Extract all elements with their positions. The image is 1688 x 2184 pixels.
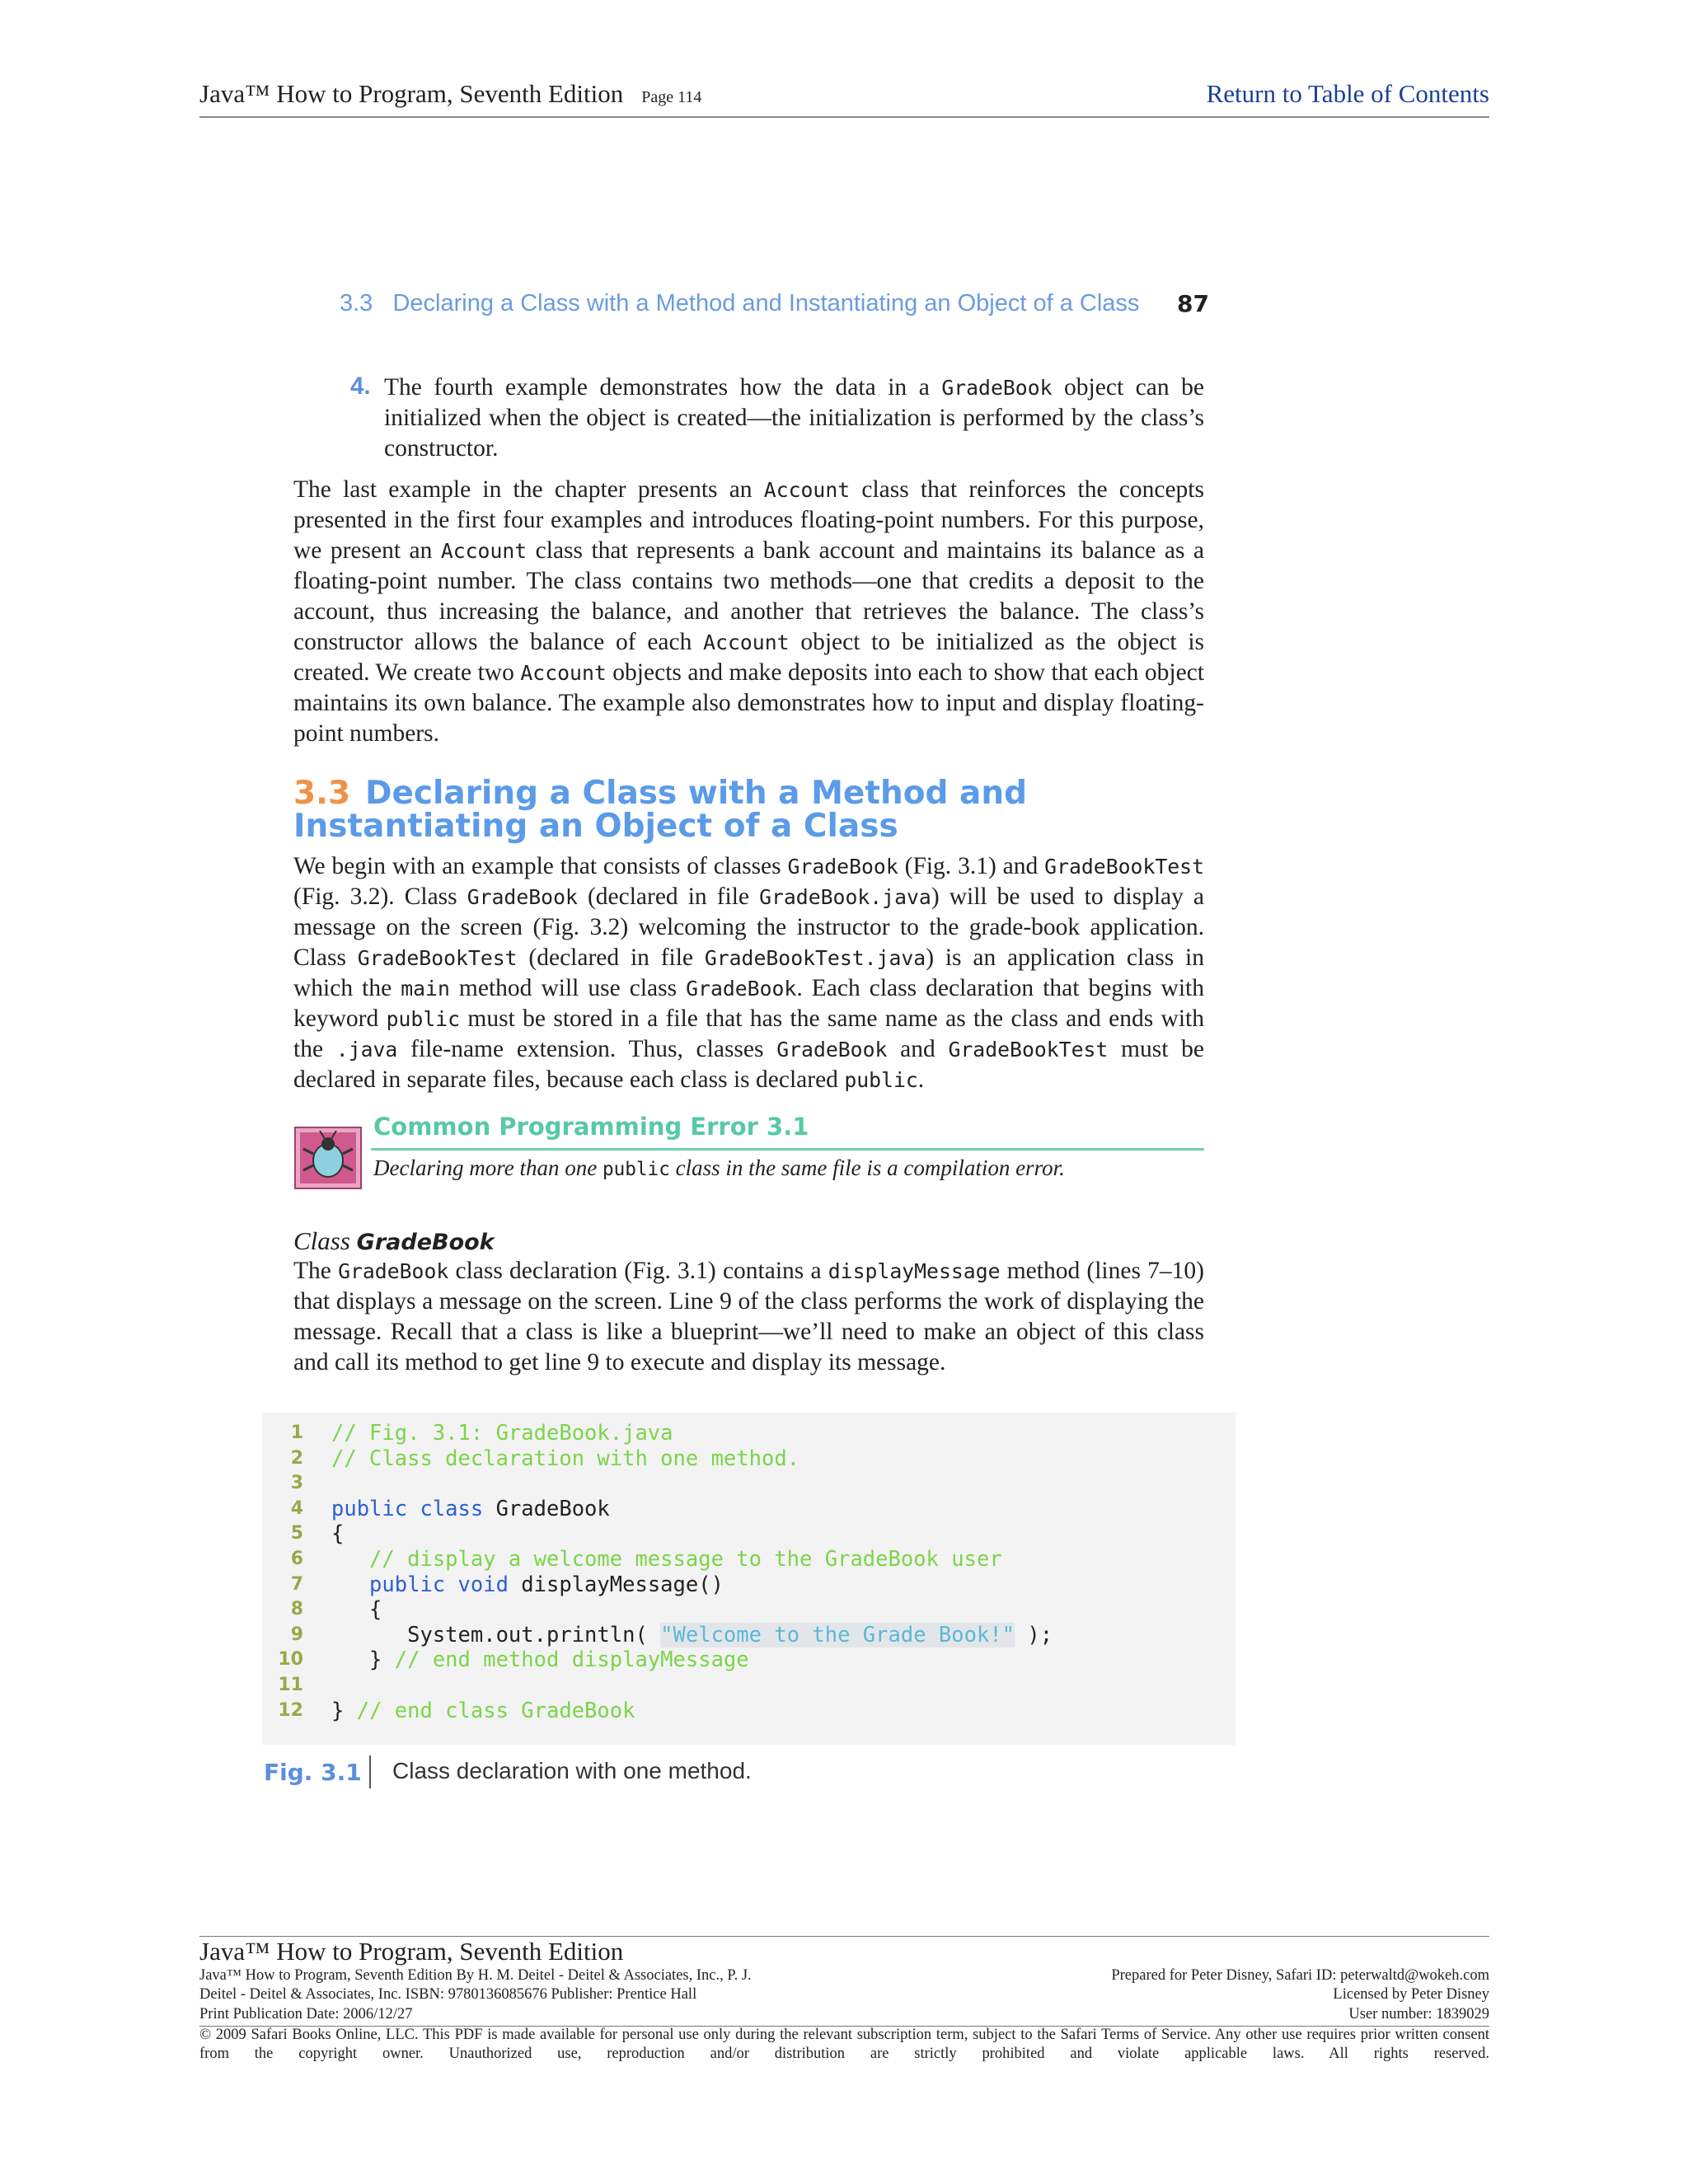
figure-label: Fig. 3.1 xyxy=(264,1759,362,1786)
line-number: 6 xyxy=(290,1548,303,1569)
line-number: 11 xyxy=(278,1674,303,1695)
line-number: 10 xyxy=(278,1649,303,1671)
book-title-text: Java™ How to Program, Seventh Edition xyxy=(199,79,624,108)
code-line xyxy=(262,1471,1236,1497)
line-number: 5 xyxy=(290,1523,303,1544)
list-item-number: 4. xyxy=(350,373,371,400)
running-head-title: 3.3 Declaring a Class with a Method and Instantiating an Object of a Class xyxy=(340,290,1140,316)
figure-caption: Class declaration with one method. xyxy=(392,1758,752,1783)
section-title: Declaring a Class with a Method and Instantiating an Object of a Class xyxy=(293,775,1028,845)
code-line: 7 public void displayMessage() xyxy=(262,1572,1236,1598)
code-line: 8 { xyxy=(262,1597,1236,1623)
paragraph-account-intro: The last example in the chapter presents an Account class that reinforces the concepts presented in the first four examples and introduces floating-point numbers. For this purpose, we present an Account class that represents a bank account and maintains its balance as a floating-point number. The class contains two methods—one that credits a deposit to the account, thus increasing the balance, and another that retrieves the balance. The class’s constructor allows the balance of each Account object to be initialized as the object is created. We create two Account objects and make deposits into each to show that each object maintains its own balance. The example also demonstrates how to input and display floating-point numbers. xyxy=(293,476,1204,747)
return-to-toc-link[interactable]: Return to Table of Contents xyxy=(1206,79,1489,108)
code-line: 12 } // end class GradeBook xyxy=(262,1699,1236,1724)
code-line: 6 // display a welcome message to the GradeBook user xyxy=(262,1547,1236,1572)
code-line: 9 System.out.println( "Welcome to the Grade Book!" ); xyxy=(262,1623,1236,1648)
line-number: 3 xyxy=(290,1473,303,1494)
header-divider xyxy=(199,116,1489,118)
footer-line: Licensed by Peter Disney xyxy=(1333,1986,1489,2004)
code-line: 1 // Fig. 3.1: GradeBook.java xyxy=(262,1421,1236,1446)
line-number: 12 xyxy=(278,1699,303,1721)
footer-copyright: © 2009 Safari Books Online, LLC. This PDF is made available for personal use only during the relevant subscription term, subject to the Safari Terms of Service. Any other use requires prior written consent from the copyright owner. Unauthorized use, reproduction and/or distribution are strictly prohibited and violate applicable laws. All rights reserved. xyxy=(199,2027,1489,2063)
footer-book-title: Java™ How to Program, Seventh Edition xyxy=(199,1937,624,1966)
section-number: 3.3 xyxy=(293,775,351,812)
page-label: Page 114 xyxy=(641,88,702,106)
code-listing xyxy=(262,1421,1236,1723)
line-number: 1 xyxy=(290,1422,303,1443)
code-line xyxy=(262,1673,1236,1699)
subsection-heading: Class GradeBook xyxy=(293,1226,495,1255)
book-title-header xyxy=(199,79,701,109)
paragraph-gradebook-class: The GradeBook class declaration (Fig. 3.1) contains a displayMessage method (lines 7–10) that displays a message on the screen. Line 9 of the class performs the work of displaying the message. Recall that a class is like a blueprint—we’ll need to make an object of this class and call its method to get line 9 to execute and display its message. xyxy=(293,1258,1204,1376)
paragraph-gradebook-intro: We begin with an example that consists of classes GradeBook (Fig. 3.1) and GradeBookTest (Fig. 3.2). Class GradeBook (declared in file GradeBook.java) will be used to display a message on the screen (Fig. 3.2) welcoming the instructor to the grade-book application. Class GradeBookTest (declared in file GradeBookTest.java) is an application class in which the main method will use class GradeBook. Each class declaration that begins with keyword public must be stored in a file that has the same name as the class and ends with the .java file-name extension. Thus, classes GradeBook and GradeBookTest must be declared in separate files, because each class is declared public. xyxy=(293,853,1205,1093)
footer-line: Java™ How to Program, Seventh Edition By H. M. Deitel - Deitel & Associates, Inc., P. J. xyxy=(199,1967,752,1984)
footer-line: Print Publication Date: 2006/12/27 xyxy=(199,2005,413,2022)
cpe-title: Common Programming Error 3.1 xyxy=(373,1113,809,1141)
code-line: 5 { xyxy=(262,1521,1236,1547)
footer-line: Prepared for Peter Disney, Safari ID: peterwaltd@wokeh.com xyxy=(1111,1967,1489,1984)
figure-caption-divider xyxy=(369,1755,371,1788)
code-line: 10 } // end method displayMessage xyxy=(262,1647,1236,1673)
cpe-text: Declaring more than one public class in the same file is a compilation error. xyxy=(373,1155,1065,1180)
bug-icon xyxy=(293,1124,363,1190)
footer-line: User number: 1839029 xyxy=(1348,2005,1489,2022)
code-line: 2 // Class declaration with one method. xyxy=(262,1446,1236,1472)
footer-license-info xyxy=(830,1966,1489,2024)
line-number: 7 xyxy=(290,1573,303,1595)
running-head-page-number: 87 xyxy=(1177,290,1209,317)
section-heading xyxy=(293,777,1217,843)
line-number: 8 xyxy=(290,1599,303,1620)
code-line: 4 public class GradeBook xyxy=(262,1497,1236,1522)
line-number: 4 xyxy=(290,1497,303,1519)
list-item-4: The fourth example demonstrates how the data in a GradeBook object can be initialized when the object is created—the initialization is performed by the class’s constructor. xyxy=(384,374,1204,462)
footer-line: Deitel - Deitel & Associates, Inc. ISBN: 9780136085676 Publisher: Prentice Hall xyxy=(199,1986,697,2004)
line-number: 9 xyxy=(290,1624,303,1645)
cpe-divider xyxy=(371,1148,1204,1151)
line-number: 2 xyxy=(290,1447,303,1469)
